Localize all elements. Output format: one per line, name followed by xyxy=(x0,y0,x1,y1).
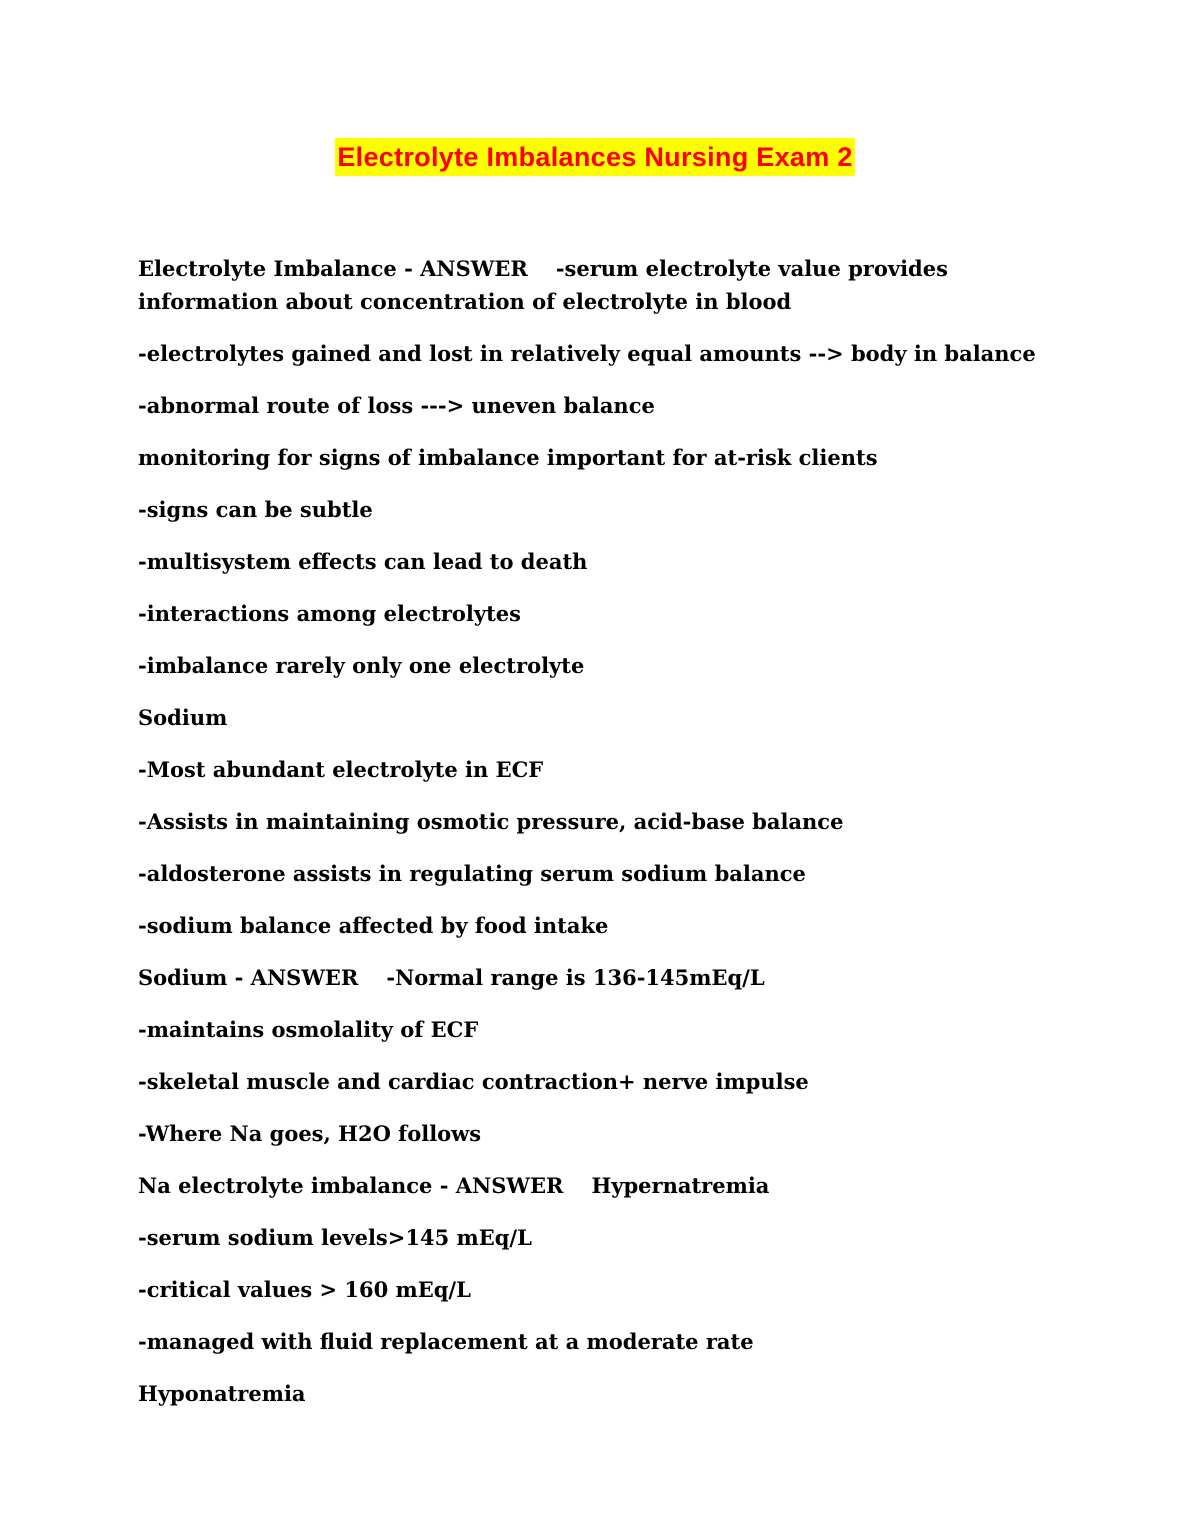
paragraph: -signs can be subtle xyxy=(138,497,373,522)
answer-term: Sodium - ANSWER xyxy=(138,965,359,990)
paragraph-text: -serum electrolyte value provides information about concentration of electrolyte in blood xyxy=(138,256,956,314)
paragraph: -Most abundant electrolyte in ECF xyxy=(138,757,544,782)
paragraph: -abnormal route of loss ---> uneven balance xyxy=(138,393,655,418)
paragraph: -interactions among electrolytes xyxy=(138,601,521,626)
paragraph xyxy=(138,252,1068,318)
paragraph: -sodium balance affected by food intake xyxy=(138,913,609,938)
paragraph: -electrolytes gained and lost in relatively equal amounts --> body in balance xyxy=(138,341,1036,366)
paragraph: -managed with fluid replacement at a moderate rate xyxy=(138,1329,754,1354)
paragraph: monitoring for signs of imbalance important for at-risk clients xyxy=(138,445,878,470)
paragraph: -Assists in maintaining osmotic pressure, acid-base balance xyxy=(138,809,844,834)
paragraph xyxy=(138,1169,1068,1202)
paragraph: -serum sodium levels>145 mEq/L xyxy=(138,1225,532,1250)
paragraph: Hyponatremia xyxy=(138,1381,306,1406)
paragraph: -Where Na goes, H2O follows xyxy=(138,1121,482,1146)
paragraph: -multisystem effects can lead to death xyxy=(138,549,588,574)
paragraph: -skeletal muscle and cardiac contraction+ nerve impulse xyxy=(138,1069,809,1094)
paragraph: -aldosterone assists in regulating serum sodium balance xyxy=(138,861,806,886)
paragraph: Sodium xyxy=(138,705,228,730)
paragraph-text: Hypernatremia xyxy=(591,1173,770,1198)
title-container xyxy=(0,138,1190,176)
paragraph: -imbalance rarely only one electrolyte xyxy=(138,653,585,678)
paragraph xyxy=(138,961,1068,994)
document-body xyxy=(138,252,1068,1429)
answer-term: Na electrolyte imbalance - ANSWER xyxy=(138,1173,564,1198)
document-title: Electrolyte Imbalances Nursing Exam 2 xyxy=(335,138,854,176)
answer-term: Electrolyte Imbalance - ANSWER xyxy=(138,256,528,281)
paragraph: -maintains osmolality of ECF xyxy=(138,1017,479,1042)
paragraph: -critical values > 160 mEq/L xyxy=(138,1277,471,1302)
paragraph-text: -Normal range is 136-145mEq/L xyxy=(386,965,765,990)
